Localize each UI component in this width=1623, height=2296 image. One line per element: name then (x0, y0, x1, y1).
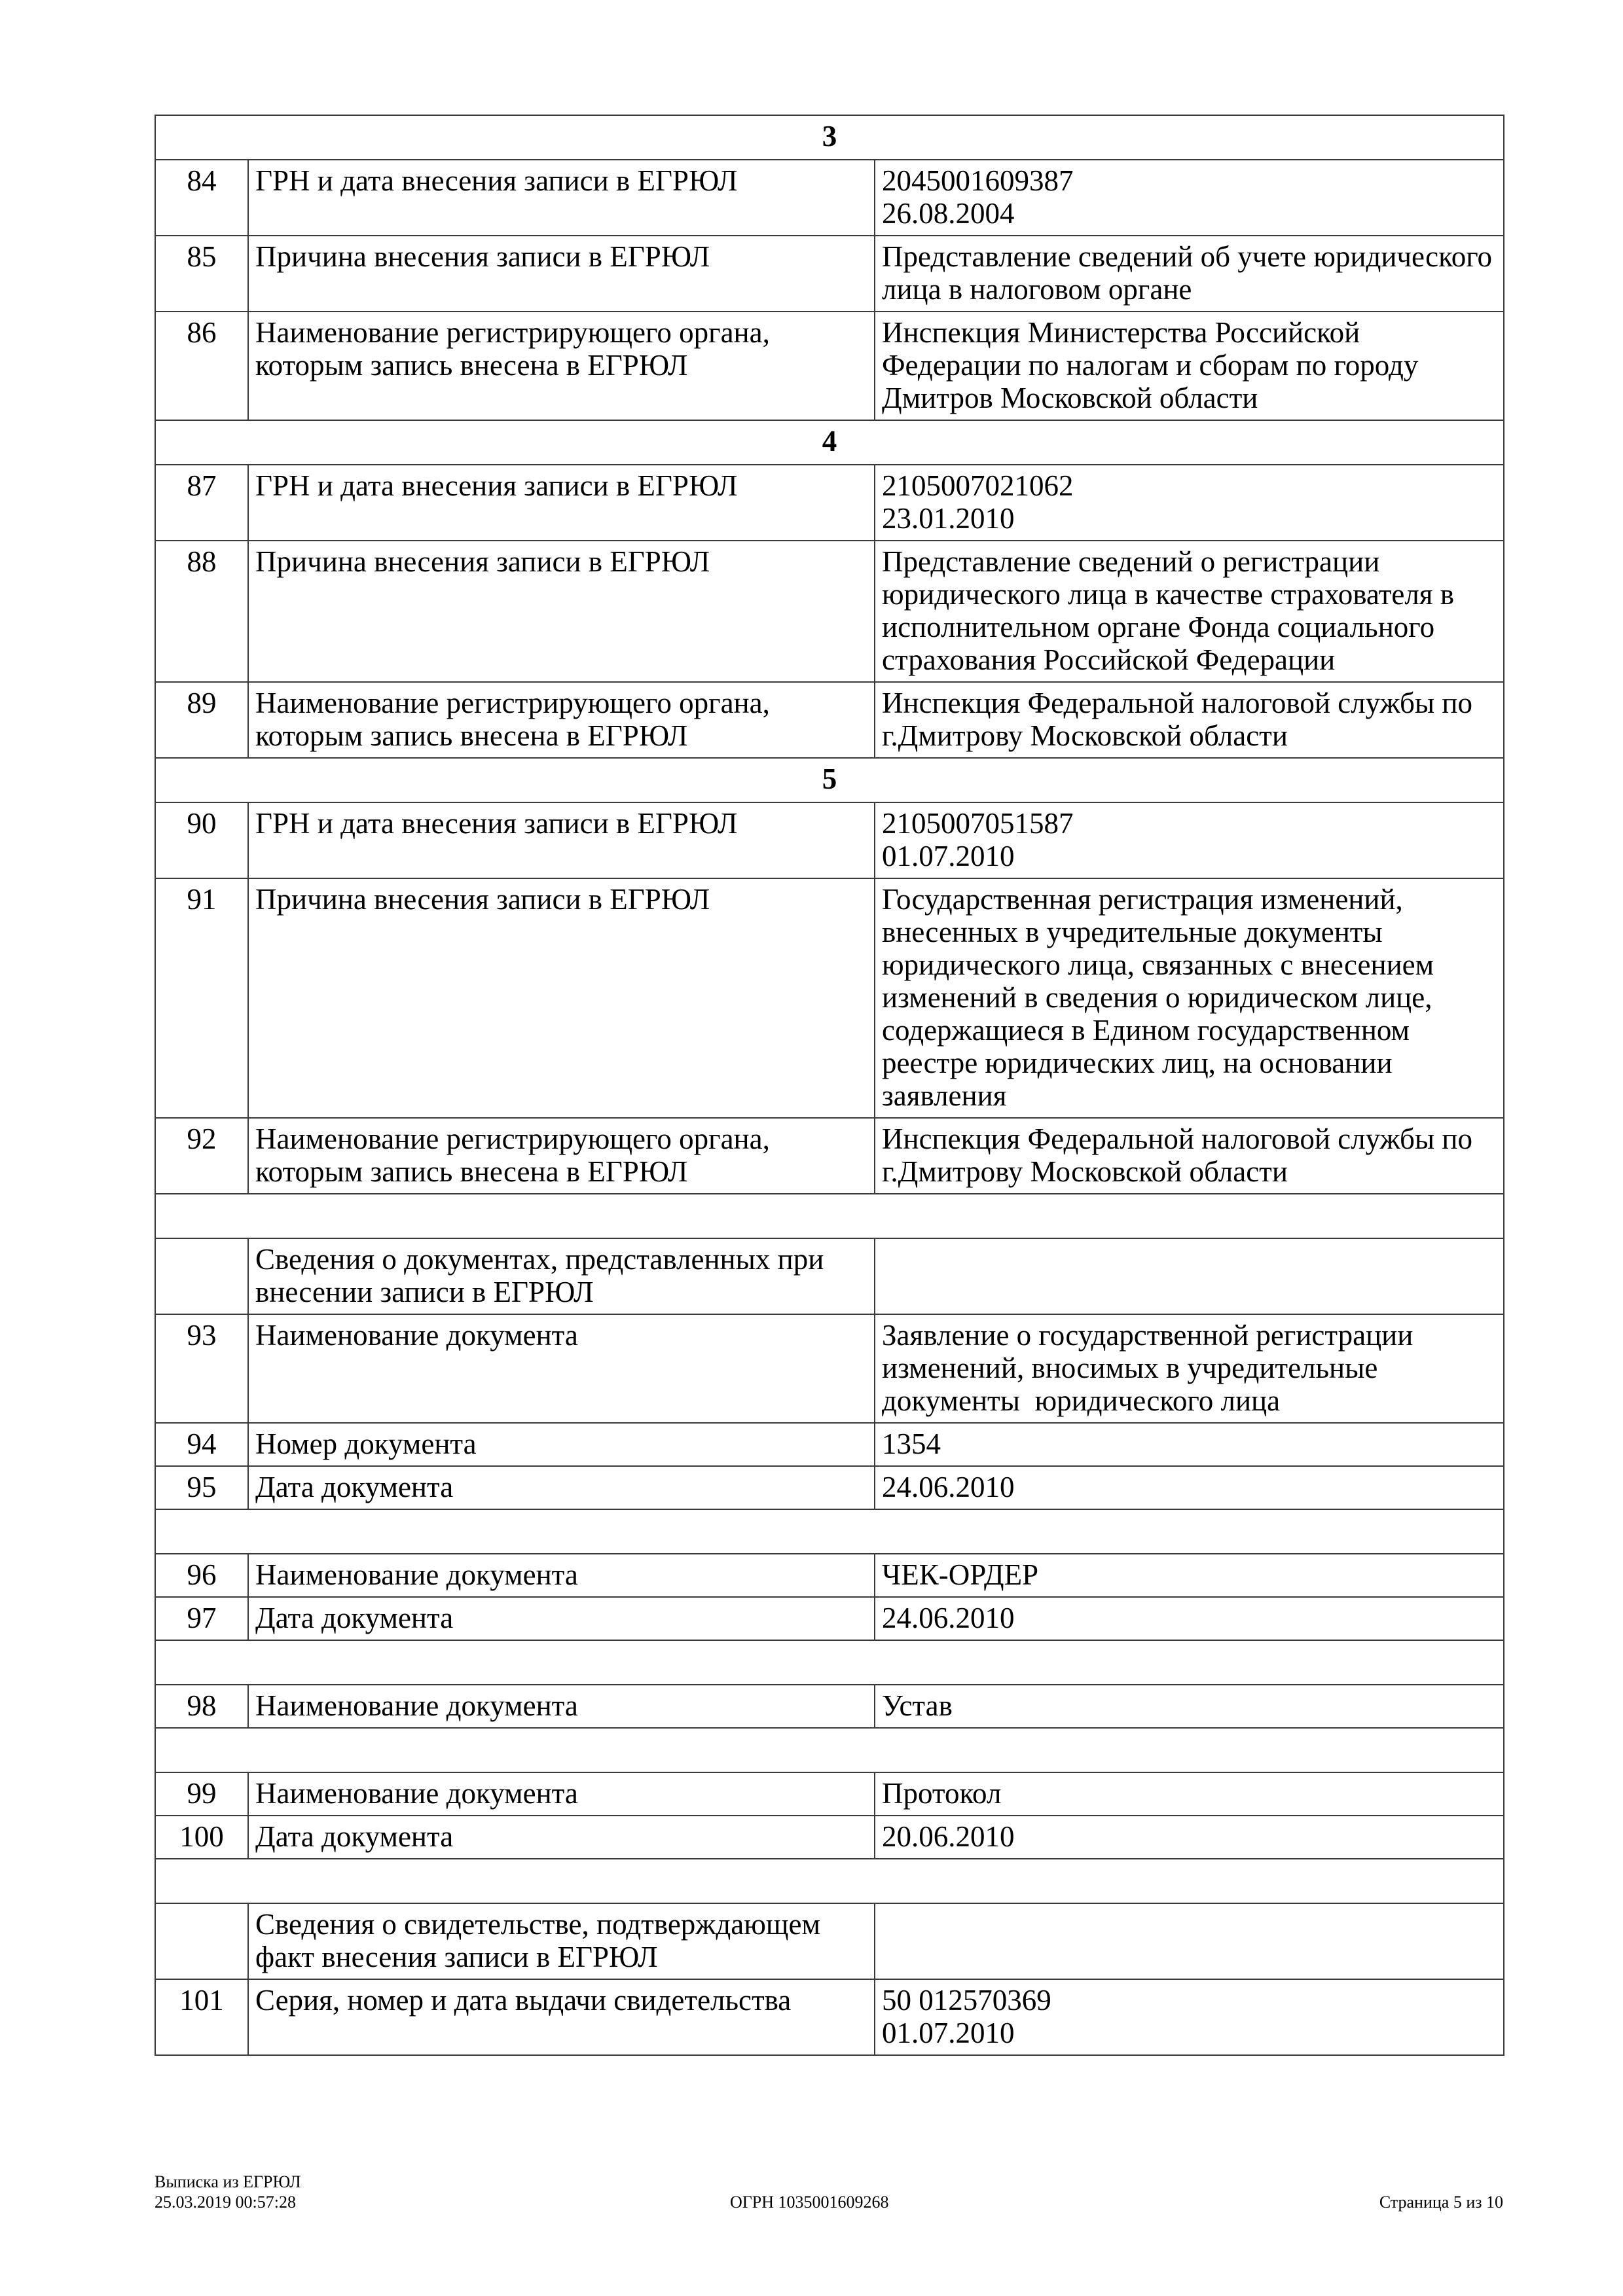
table-row (155, 541, 1504, 682)
row-value (875, 236, 1504, 312)
row-value-line: 26.08.2004 (882, 197, 1015, 230)
row-value-line: Инспекция Федеральной налоговой службы по г.Дмитрову Московской области (882, 687, 1480, 752)
section-header-row (155, 115, 1504, 160)
row-label: Наименование документа (248, 1772, 875, 1816)
empty-cell (875, 1903, 1504, 1979)
row-label: Причина внесения записи в ЕГРЮЛ (248, 236, 875, 312)
row-value-line: 2105007021062 (882, 469, 1074, 502)
row-value (875, 312, 1504, 420)
row-label: Наименование документа (248, 1554, 875, 1597)
table-row (155, 802, 1504, 878)
empty-cell (155, 1728, 1504, 1772)
row-label: Дата документа (248, 1597, 875, 1640)
row-label: Серия, номер и дата выдачи свидетельства (248, 1979, 875, 2055)
table-row (155, 878, 1504, 1118)
table-row (155, 1554, 1504, 1597)
row-value-line: 23.01.2010 (882, 502, 1015, 535)
row-value-line: ЧЕК-ОРДЕР (882, 1558, 1039, 1591)
empty-cell (155, 1859, 1504, 1903)
row-value (875, 1597, 1504, 1640)
row-number: 84 (155, 160, 248, 236)
empty-cell (155, 1903, 248, 1979)
row-value (875, 1554, 1504, 1597)
table-row (155, 236, 1504, 312)
table-row (155, 1423, 1504, 1466)
section-header-row (155, 420, 1504, 465)
spacer-row (155, 1728, 1504, 1772)
row-number: 96 (155, 1554, 248, 1597)
documents-header-row (155, 1238, 1504, 1314)
empty-cell (155, 1194, 1504, 1238)
row-label: ГРН и дата внесения записи в ЕГРЮЛ (248, 802, 875, 878)
row-value (875, 541, 1504, 682)
row-value-line: 01.07.2010 (882, 2017, 1015, 2049)
row-value-line: 1354 (882, 1427, 941, 1460)
row-number: 91 (155, 878, 248, 1118)
row-label: Наименование документа (248, 1685, 875, 1728)
empty-cell (155, 1640, 1504, 1685)
row-number: 94 (155, 1423, 248, 1466)
row-number: 98 (155, 1685, 248, 1728)
table-row (155, 1979, 1504, 2055)
spacer-row (155, 1194, 1504, 1238)
row-value (875, 1685, 1504, 1728)
row-value (875, 682, 1504, 758)
row-value (875, 878, 1504, 1118)
table-row (155, 682, 1504, 758)
row-number: 85 (155, 236, 248, 312)
row-value (875, 1772, 1504, 1816)
row-number: 97 (155, 1597, 248, 1640)
row-number: 86 (155, 312, 248, 420)
spacer-row (155, 1509, 1504, 1554)
row-label: Причина внесения записи в ЕГРЮЛ (248, 541, 875, 682)
row-value-line: 2105007051587 (882, 807, 1074, 840)
row-label: Наименование документа (248, 1314, 875, 1423)
row-value-line: 2045001609387 (882, 164, 1074, 197)
row-value (875, 465, 1504, 541)
footer-timestamp: 25.03.2019 00:57:28 (155, 2193, 296, 2212)
empty-cell (155, 1509, 1504, 1554)
table-row (155, 312, 1504, 420)
row-number: 92 (155, 1118, 248, 1194)
row-label: Наименование регистрирующего органа, которым запись внесена в ЕГРЮЛ (248, 1118, 875, 1194)
row-label: ГРН и дата внесения записи в ЕГРЮЛ (248, 160, 875, 236)
row-value-line: Заявление о государственной регистрации изменений, вносимых в учредительные документы юридического лица (882, 1319, 1421, 1417)
spacer-row (155, 1640, 1504, 1685)
section-number: 4 (155, 420, 1504, 465)
row-value (875, 1979, 1504, 2055)
table-row (155, 1314, 1504, 1423)
row-value-line: Инспекция Министерства Российской Федерации по налогам и сборам по городу Дмитров Московской области (882, 316, 1426, 414)
group-heading: Сведения о документах, представленных при внесении записи в ЕГРЮЛ (248, 1238, 875, 1314)
row-number: 101 (155, 1979, 248, 2055)
row-value-line: 01.07.2010 (882, 840, 1015, 872)
row-label: ГРН и дата внесения записи в ЕГРЮЛ (248, 465, 875, 541)
row-number: 89 (155, 682, 248, 758)
row-value (875, 1466, 1504, 1509)
table-row (155, 1685, 1504, 1728)
section-header-row (155, 758, 1504, 802)
footer-doc-title: Выписка из ЕГРЮЛ (155, 2172, 301, 2191)
table-row (155, 1466, 1504, 1509)
row-label: Дата документа (248, 1466, 875, 1509)
table-row (155, 1772, 1504, 1816)
row-value-line: Инспекция Федеральной налоговой службы по г.Дмитрову Московской области (882, 1122, 1480, 1188)
row-value (875, 1314, 1504, 1423)
section-number: 5 (155, 758, 1504, 802)
table-row (155, 160, 1504, 236)
row-value-line: Государственная регистрация изменений, внесенных в учредительные документы юридического лица, связанных с внесением изменений в сведения о юридическом лице, содержащиеся в Едином государственном реестре юридических лиц, на основании заявления (882, 883, 1442, 1112)
row-value (875, 1423, 1504, 1466)
footer-page-number: Страница 5 из 10 (1379, 2193, 1503, 2212)
row-number: 87 (155, 465, 248, 541)
row-value (875, 1816, 1504, 1859)
row-number: 90 (155, 802, 248, 878)
row-number: 88 (155, 541, 248, 682)
row-label: Дата документа (248, 1816, 875, 1859)
table-row (155, 1597, 1504, 1640)
row-value-line: 20.06.2010 (882, 1820, 1015, 1853)
table-row (155, 1118, 1504, 1194)
row-value-line: Устав (882, 1689, 953, 1722)
empty-cell (155, 1238, 248, 1314)
table-row (155, 1816, 1504, 1859)
row-value-line: 50 012570369 (882, 1984, 1051, 2017)
row-value (875, 802, 1504, 878)
row-value-line: 24.06.2010 (882, 1471, 1015, 1503)
row-number: 93 (155, 1314, 248, 1423)
row-value (875, 160, 1504, 236)
group-heading: Сведения о свидетельстве, подтверждающем факт внесения записи в ЕГРЮЛ (248, 1903, 875, 1979)
row-value-line: Представление сведений о регистрации юридического лица в качестве страхователя в исполнительном органе Фонда социального страхования Российской Федерации (882, 545, 1462, 676)
row-number: 100 (155, 1816, 248, 1859)
footer-ogrn: ОГРН 1035001609268 (730, 2193, 889, 2212)
row-number: 99 (155, 1772, 248, 1816)
footer-left (155, 2172, 301, 2212)
row-label: Наименование регистрирующего органа, которым запись внесена в ЕГРЮЛ (248, 682, 875, 758)
row-label: Причина внесения записи в ЕГРЮЛ (248, 878, 875, 1118)
row-value-line: Протокол (882, 1777, 1002, 1810)
row-label: Наименование регистрирующего органа, которым запись внесена в ЕГРЮЛ (248, 312, 875, 420)
section-number: 3 (155, 115, 1504, 160)
table-row (155, 465, 1504, 541)
egrul-record-table (155, 115, 1504, 2056)
row-label: Номер документа (248, 1423, 875, 1466)
empty-cell (875, 1238, 1504, 1314)
row-value-line: Представление сведений об учете юридического лица в налоговом органе (882, 240, 1500, 306)
row-value (875, 1118, 1504, 1194)
spacer-row (155, 1859, 1504, 1903)
row-value-line: 24.06.2010 (882, 1602, 1015, 1634)
row-number: 95 (155, 1466, 248, 1509)
certificate-header-row (155, 1903, 1504, 1979)
